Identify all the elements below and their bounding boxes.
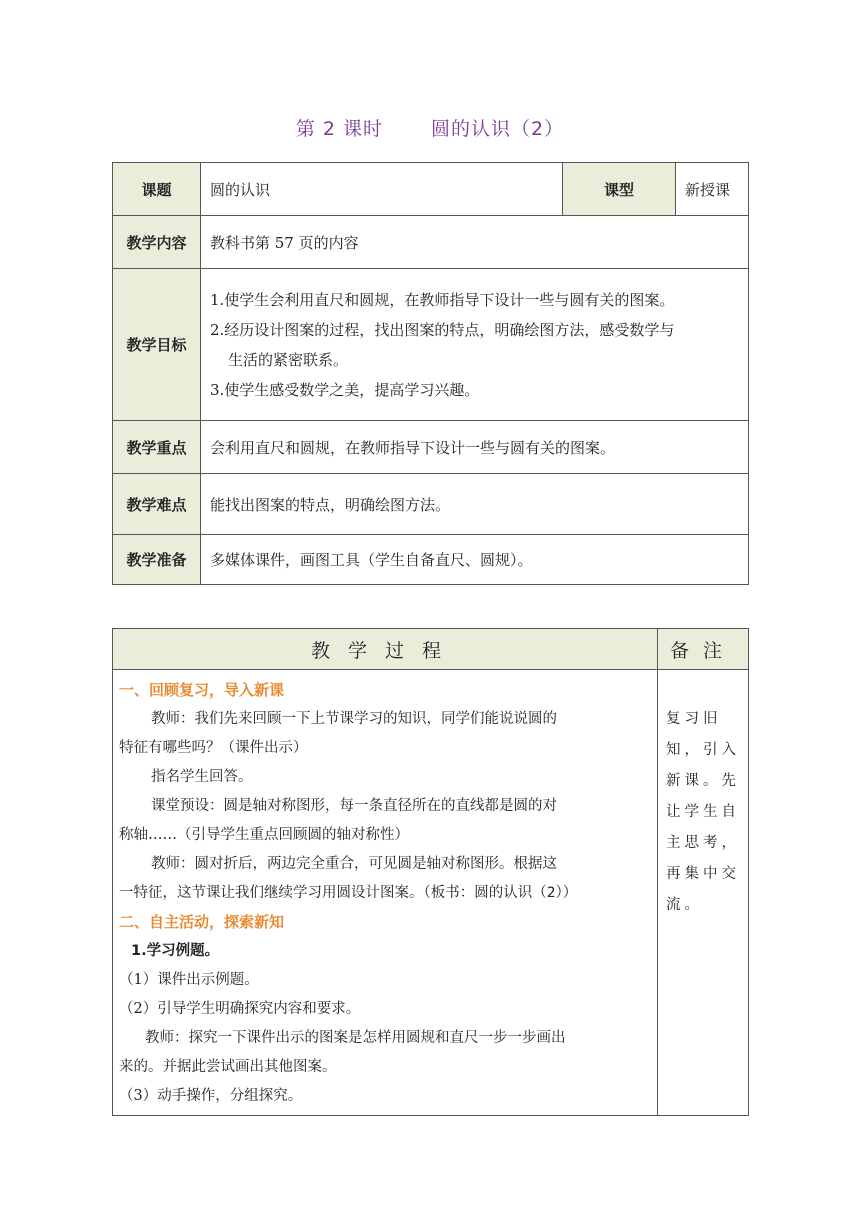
prep-value: 多媒体课件，画图工具（学生自备直尺、圆规）。 [201,535,749,585]
note-line: 再集中交 [666,866,740,882]
type-label: 课型 [563,163,676,216]
inline-note: （板书：圆的认识（2）） [423,885,578,901]
note-line: 让学生自 [666,804,740,820]
paragraph: 教师：圆对折后，两边完全重合，可见圆是轴对称图形。根据这 [151,856,557,872]
lesson-number: 第 2 课时 [295,118,384,140]
note-line: 复习旧 [666,711,722,727]
prep-label: 教学准备 [113,535,201,585]
paragraph: 教师：我们先来回顾一下上节课学习的知识，同学们能说说圆的 [151,711,557,727]
step-item: （2）引导学生明确探究内容和要求。 [119,1001,361,1017]
lesson-topic: 圆的认识（2） [431,118,565,140]
process-content [113,670,658,1116]
type-value: 新授课 [676,163,749,216]
process-header: 教学过程 [113,629,658,670]
section-review-heading: 一、回顾复习，导入新课 [119,681,285,699]
content-value: 教科书第 57 页的内容 [201,216,749,269]
paragraph: 教师：探究一下课件出示的图案是怎样用圆规和直尺一步一步画出 [145,1030,566,1046]
difficulty-value: 能找出图案的特点，明确绘图方法。 [201,474,749,535]
goal-item: 1.使学生会利用直尺和圆规，在教师指导下设计一些与圆有关的图案。 [210,290,675,309]
paragraph: 特征有哪些吗？（课件出示） [119,740,308,756]
lesson-info-table [112,162,749,585]
notes-header: 备注 [658,629,749,670]
step-item: （3）动手操作，分组探究。 [119,1088,303,1104]
step-heading: 1.学习例题。 [131,943,220,959]
prep-row [113,535,749,585]
goal-item: 3.使学生感受数学之美，提高学习兴趣。 [210,380,480,399]
note-line: 流。 [666,897,703,913]
goal-item: 生活的紧密联系。 [228,350,349,369]
paragraph: 指名学生回答。 [151,769,253,785]
goal-row [113,269,749,421]
goal-label: 教学目标 [113,269,201,421]
process-header-row [113,629,749,670]
paragraph: 来的。并据此尝试画出其他图案。 [119,1059,337,1075]
difficulty-label: 教学难点 [113,474,201,535]
note-line: 主思考， [666,835,740,851]
topic-value: 圆的认识 [201,163,563,216]
paragraph: 称轴……（引导学生重点回顾圆的轴对称性） [119,827,409,843]
step-item: （1）课件出示例题。 [119,972,259,988]
paragraph: 一特征，这节课让我们继续学习用圆设计图案。（板书：圆的认识（2）） [119,885,578,901]
process-body-row [113,670,749,1116]
note-line: 新课。先 [666,773,740,789]
content-row [113,216,749,269]
inline-note: （引导学生重点回顾圆的轴对称性） [177,827,409,843]
topic-row [113,163,749,216]
goal-item: 2.经历设计图案的过程，找出图案的特点，明确绘图方法，感受数学与 [210,320,675,339]
teaching-process-table [112,628,749,1116]
key-point-value: 会利用直尺和圆规，在教师指导下设计一些与圆有关的图案。 [201,421,749,474]
paragraph: 课堂预设：圆是轴对称图形，每一条直径所在的直线都是圆的对 [151,798,557,814]
page-title [0,114,860,141]
difficulty-row [113,474,749,535]
section-explore-heading: 二、自主活动，探索新知 [119,913,285,931]
inline-note: （课件出示） [220,740,308,756]
goal-list [201,269,749,421]
content-label: 教学内容 [113,216,201,269]
notes-content [658,670,749,1116]
key-point-label: 教学重点 [113,421,201,474]
note-line: 知，引入 [666,742,740,758]
key-point-row [113,421,749,474]
topic-label: 课题 [113,163,201,216]
